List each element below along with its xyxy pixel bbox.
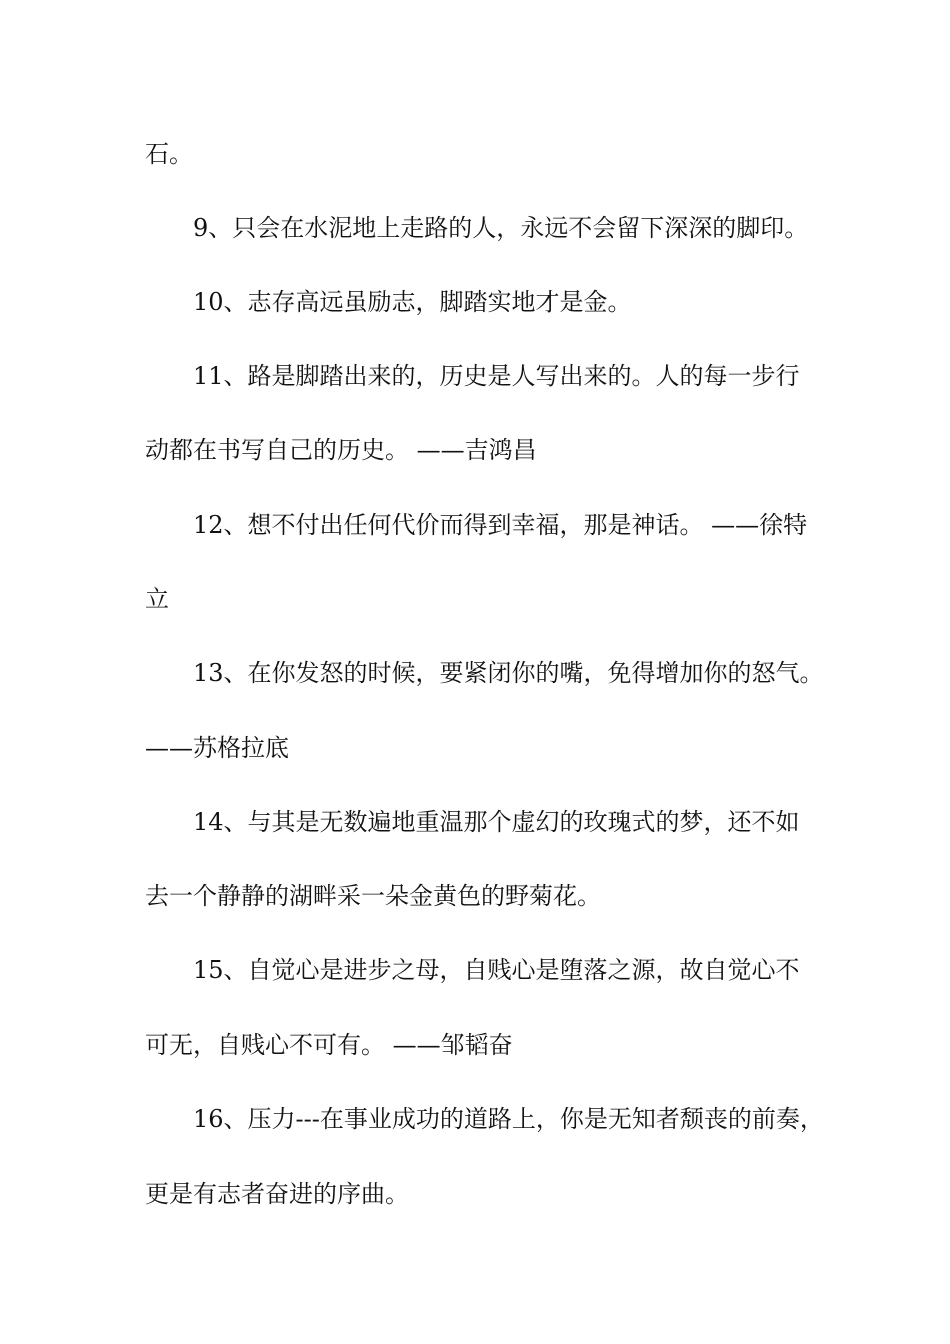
quote-11: 11、路是脚踏出来的，历史是人写出来的。人的每一步行	[193, 362, 800, 390]
quote-15-continuation: 可无，自贱心不可有。 ——邹韬奋	[145, 1031, 513, 1059]
quote-16-continuation: 更是有志者奋进的序曲。	[145, 1180, 409, 1208]
quote-13-continuation: ——苏格拉底	[145, 734, 289, 762]
quote-9: 9、只会在水泥地上走路的人，永远不会留下深深的脚印。	[193, 214, 809, 242]
quote-14-continuation: 去一个静静的湖畔采一朵金黄色的野菊花。	[145, 882, 601, 910]
quote-12: 12、想不付出任何代价而得到幸福，那是神话。 ——徐特	[193, 511, 808, 539]
quote-13: 13、在你发怒的时候，要紧闭你的嘴，免得增加你的怒气。	[193, 659, 824, 687]
quote-16: 16、压力---在事业成功的道路上，你是无知者颓丧的前奏，	[193, 1105, 824, 1133]
text-line: 石。	[145, 140, 193, 168]
quote-11-continuation: 动都在书写自己的历史。 ——吉鸿昌	[145, 436, 537, 464]
quote-10: 10、志存高远虽励志，脚踏实地才是金。	[193, 288, 632, 316]
quote-15: 15、自觉心是进步之母，自贱心是堕落之源，故自觉心不	[193, 956, 800, 984]
quote-12-continuation: 立	[145, 585, 169, 613]
quote-14: 14、与其是无数遍地重温那个虚幻的玫瑰式的梦，还不如	[193, 808, 800, 836]
